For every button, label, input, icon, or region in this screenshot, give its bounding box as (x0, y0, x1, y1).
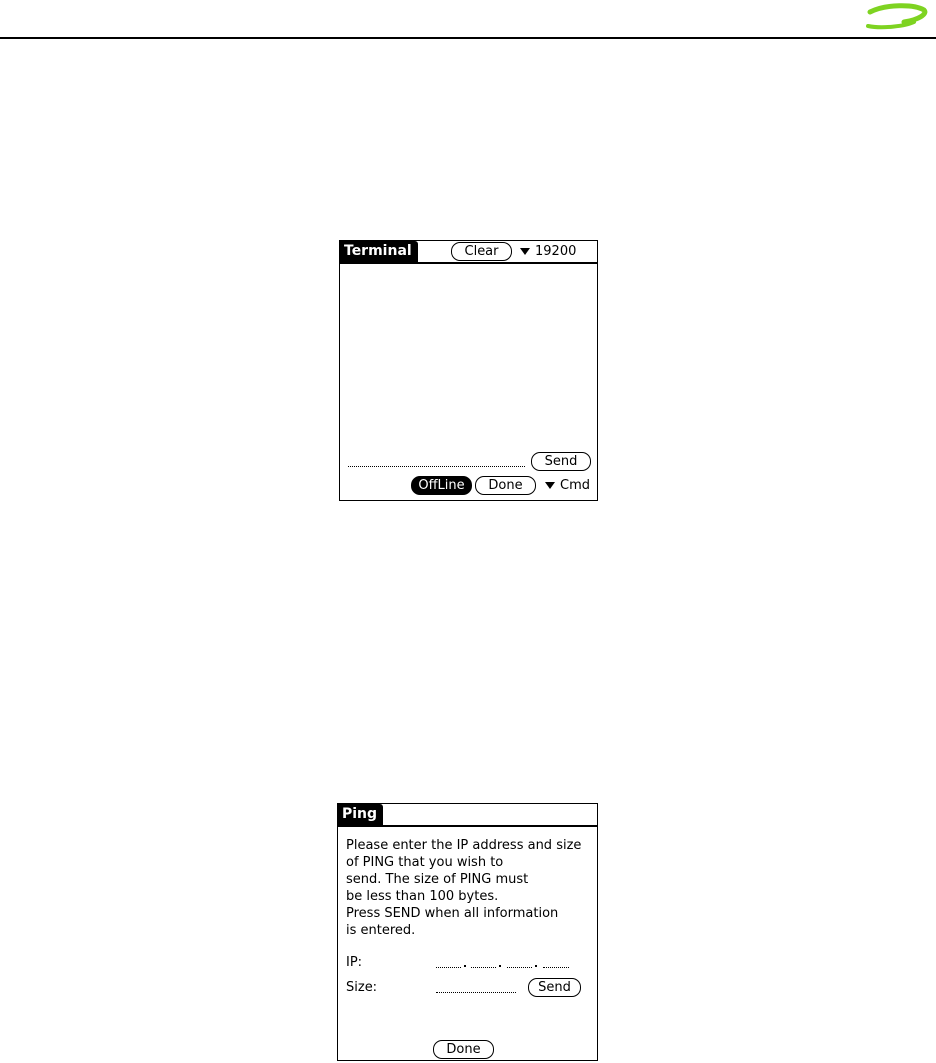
ip-separator (535, 965, 537, 967)
chevron-down-icon (520, 248, 530, 255)
done-button[interactable]: Done (475, 476, 536, 495)
baud-rate-value: 19200 (535, 244, 577, 259)
command-input[interactable] (348, 466, 525, 467)
ip-label: IP: (346, 955, 363, 970)
terminal-window (339, 240, 598, 501)
size-input[interactable] (436, 992, 516, 993)
header-rule (0, 37, 936, 39)
ip-separator (499, 965, 501, 967)
ping-titlebar (338, 804, 597, 827)
ping-instructions: Please enter the IP address and size of PING that you wish to send. The size of PING must be less than 100 bytes. Press SEND when all information is entered. (346, 838, 582, 938)
terminal-titlebar (340, 241, 597, 264)
brand-logo (866, 2, 928, 30)
baud-rate-dropdown[interactable] (520, 243, 576, 260)
terminal-output (342, 265, 595, 449)
ping-window (337, 803, 598, 1061)
offline-button[interactable]: OffLine (411, 476, 472, 495)
mode-dropdown[interactable] (545, 477, 590, 494)
ip-separator (464, 965, 466, 967)
chevron-down-icon (545, 482, 555, 489)
ping-title: Ping (338, 804, 383, 825)
size-label: Size: (346, 980, 378, 995)
send-button[interactable]: Send (531, 452, 591, 471)
ip-octet-4-input[interactable] (543, 967, 569, 968)
ping-send-button[interactable]: Send (528, 978, 581, 997)
ip-octet-2-input[interactable] (471, 967, 496, 968)
terminal-title: Terminal (340, 241, 418, 262)
ip-octet-3-input[interactable] (507, 967, 532, 968)
mode-value: Cmd (560, 478, 590, 493)
ip-octet-1-input[interactable] (436, 967, 461, 968)
ping-done-button[interactable]: Done (433, 1040, 494, 1059)
clear-button[interactable]: Clear (451, 242, 512, 261)
